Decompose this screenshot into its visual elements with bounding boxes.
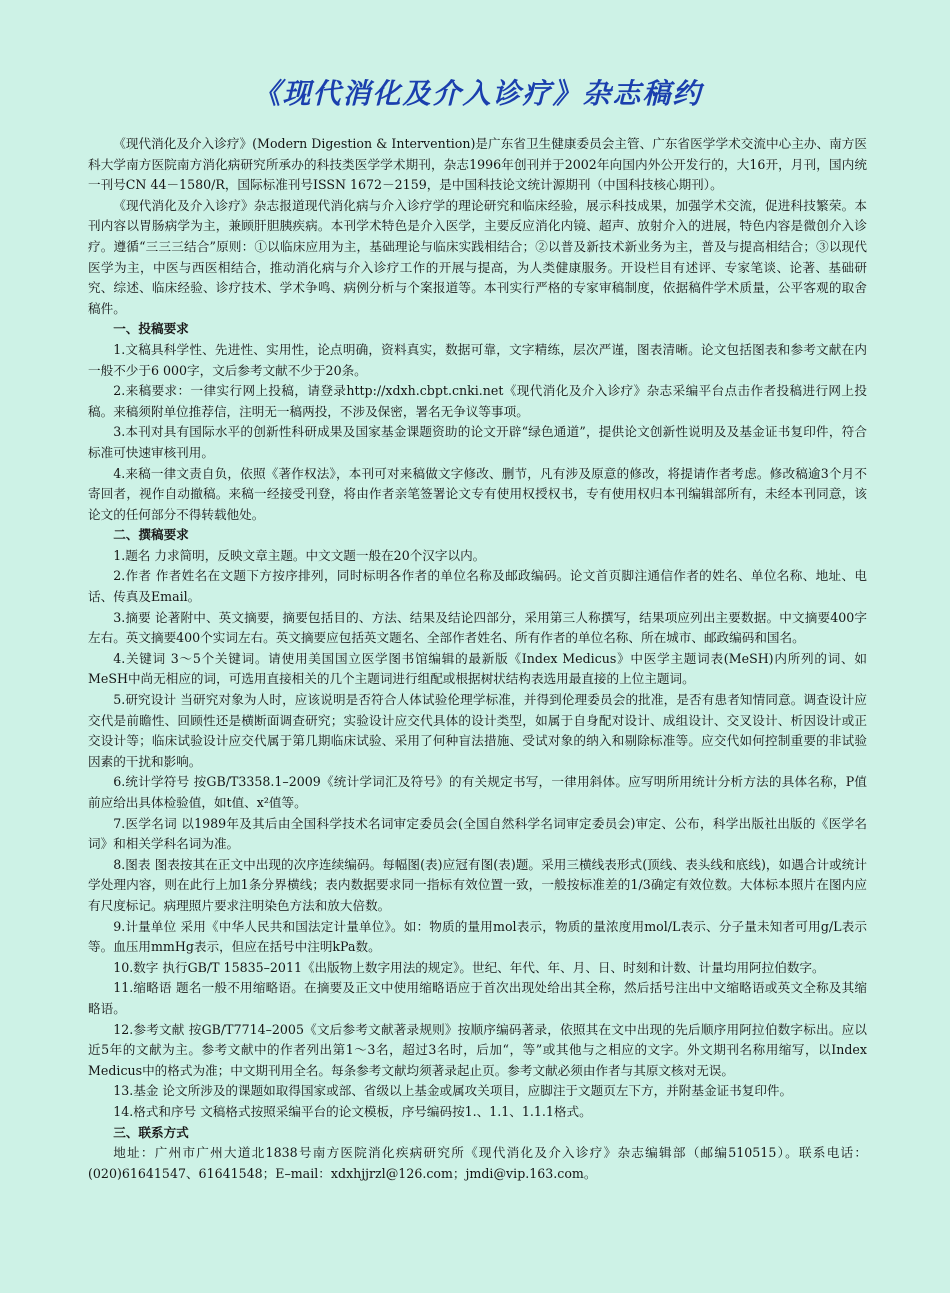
- list-item: 8.图表 图表按其在正文中出现的次序连续编码。每幅图(表)应冠有图(表)题。采用三横线表形式(顶线、表头线和底线)，如遇合计或统计学处理内容，则在此行上加1条分界横线；表内数据要求同一指标有效位置一致，一般按标准差的1/3确定有效位数。大体标本照片在图内应有尺度标记。病理照片要求注明染色方法和放大倍数。: [88, 856, 867, 913]
- contact-info: 地址：广州市广州大道北1838号南方医院消化疾病研究所《现代消化及介入诊疗》杂志编辑部（邮编510515）。联系电话：(020)61641547、61641548；E–mail：xdxhjjrzl@126.com；jmdi@vip.163.com。: [88, 1145, 867, 1181]
- list-item: 1.文稿具科学性、先进性、实用性，论点明确，资料真实，数据可靠，文字精练，层次严谨，图表清晰。论文包括图表和参考文献在内一般不少于6 000字，文后参考文献不少于20条。: [88, 341, 867, 378]
- list-item: 2.来稿要求：一律实行网上投稿，请登录http://xdxh.cbpt.cnki.net《现代消化及介入诊疗》杂志采编平台点击作者投稿进行网上投稿。来稿须附单位推荐信，注明无一稿两投，不涉及保密，署名无争议等事项。: [88, 383, 867, 419]
- section-heading-contact: 三、联系方式: [113, 1124, 189, 1140]
- article-body: [88, 134, 867, 1184]
- list-item: 3.摘要 论著附中、英文摘要，摘要包括目的、方法、结果及结论四部分，采用第三人称撰写，结果项应列出主要数据。中文摘要400字左右。英文摘要400个实词左右。英文摘要应包括英文题名、全部作者姓名、所有作者的单位名称、所在城市、邮政编码和国名。: [88, 609, 867, 646]
- section-heading-submission: 一、投稿要求: [113, 321, 189, 337]
- list-item: 4.来稿一律文责自负，依照《著作权法》，本刊可对来稿做文字修改、删节，凡有涉及原意的修改，将提请作者考虑。修改稿逾3个月不寄回者，视作自动撤稿。来稿一经接受刊登，将由作者亲笔签署论文专有使用权授权书，专有使用权归本刊编辑部所有，未经本刊同意，该论文的任何部分不得转载他处。: [88, 465, 867, 522]
- section-heading-writing: 二、撰稿要求: [113, 527, 189, 543]
- list-item: 14.格式和序号 文稿格式按照采编平台的论文模板，序号编码按1.、1.1、1.1.1格式。: [113, 1103, 592, 1119]
- list-item: 2.作者 作者姓名在文题下方按序排列，同时标明各作者的单位名称及邮政编码。论文首页脚注通信作者的姓名、单位名称、地址、电话、传真及Email。: [88, 568, 867, 605]
- intro-paragraph: 《现代消化及介入诊疗》(Modern Digestion & Intervention)是广东省卫生健康委员会主管、广东省医学学术交流中心主办、南方医科大学南方医院南方消化病研究所承办的科技类医学学术期刊，杂志1996年创刊并于2002年向国内外公开发行的，大16开，月刊，国内统一刊号CN 44－1580/R，国际标准刊号ISSN 1672－2159，是中国科技论文统计源期刊（中国科技核心期刊）。: [88, 136, 867, 193]
- page-title: 《现代消化及介入诊疗》杂志稿约: [252, 77, 703, 110]
- list-item: 13.基金 论文所涉及的课题如取得国家或部、省级以上基金或属攻关项目，应脚注于文题页左下方，并附基金证书复印件。: [113, 1083, 793, 1099]
- list-item: 4.关键词 3～5个关键词。请使用美国国立医学图书馆编辑的最新版《Index Medicus》中医学主题词表(MeSH)内所列的词、如MeSH中尚无相应的词，可选用直接相关的几个主题词进行组配或根据树状结构表选用最直接的上位主题词。: [88, 650, 867, 687]
- list-item: 5.研究设计 当研究对象为人时，应该说明是否符合人体试验伦理学标准，并得到伦理委员会的批准，是否有患者知情同意。调查设计应交代是前瞻性、回顾性还是横断面调查研究；实验设计应交代具体的设计类型，如属于自身配对设计、成组设计、交叉设计、析因设计或正交设计等；临床试验设计应交代属于第几期临床试验、采用了何种盲法措施、受试对象的纳入和剔除标准等。应交代如何控制重要的非试验因素的干扰和影响。: [88, 692, 867, 769]
- list-item: 9.计量单位 采用《中华人民共和国法定计量单位》。如：物质的量用mol表示，物质的量浓度用mol/L表示、分子量未知者可用g/L表示等。血压用mmHg表示，但应在括号中注明kPa数。: [88, 918, 867, 955]
- list-item: 10.数字 执行GB/T 15835–2011《出版物上数字用法的规定》。世纪、年代、年、月、日、时刻和计数、计量均用阿拉伯数字。: [113, 959, 825, 975]
- list-item: 11.缩略语 题名一般不用缩略语。在摘要及正文中使用缩略语应于首次出现处给出其全称，然后括号注出中文缩略语或英文全称及其缩略语。: [88, 980, 867, 1016]
- list-item: 12.参考文献 按GB/T7714–2005《文后参考文献著录规则》按顺序编码著录，依照其在文中出现的先后顺序用阿拉伯数字标出。应以近5年的文献为主。参考文献中的作者列出第1～3名，超过3名时，后加“，等”或其他与之相应的文字。外文期刊名称用缩写，以Index Medicus中的格式为准；中文期刊用全名。每条参考文献均须著录起止页。参考文献必须由作者与其原文核对无误。: [88, 1021, 867, 1078]
- list-item: 6.统计学符号 按GB/T3358.1–2009《统计学词汇及符号》的有关规定书写，一律用斜体。应写明所用统计分析方法的具体名称，P值前应给出具体检验值，如t值、x²值等。: [88, 774, 867, 810]
- intro-paragraph: 《现代消化及介入诊疗》杂志报道现代消化病与介入诊疗学的理论研究和临床经验，展示科技成果，加强学术交流，促进科技繁荣。本刊内容以胃肠病学为主，兼顾肝胆胰疾病。本刊学术特色是介入医学，主要反应消化内镜、超声、放射介入的进展，特色内容是微创介入诊疗。遵循“三三三结合”原则：①以临床应用为主，基础理论与临床实践相结合；②以普及新技术新业务为主，普及与提高相结合；③以现代医学为主，中医与西医相结合，推动消化病与介入诊疗工作的开展与提高，为人类健康服务。开设栏目有述评、专家笔谈、论著、基础研究、综述、临床经验、诊疗技术、学术争鸣、病例分析与个案报道等。本刊实行严格的专家审稿制度，依据稿件学术质量，公平客观的取舍稿件。: [88, 197, 867, 316]
- list-item: 7.医学名词 以1989年及其后由全国科学技术名词审定委员会(全国自然科学名词审定委员会)审定、公布，科学出版社出版的《医学名词》和相关学科名词为准。: [88, 815, 867, 852]
- list-item: 1.题名 力求简明，反映文章主题。中文文题一般在20个汉字以内。: [113, 547, 486, 563]
- list-item: 3.本刊对具有国际水平的创新性科研成果及国家基金课题资助的论文开辟“绿色通道”，提供论文创新性说明及及基金证书复印件，符合标准可快速审核刊用。: [88, 424, 867, 460]
